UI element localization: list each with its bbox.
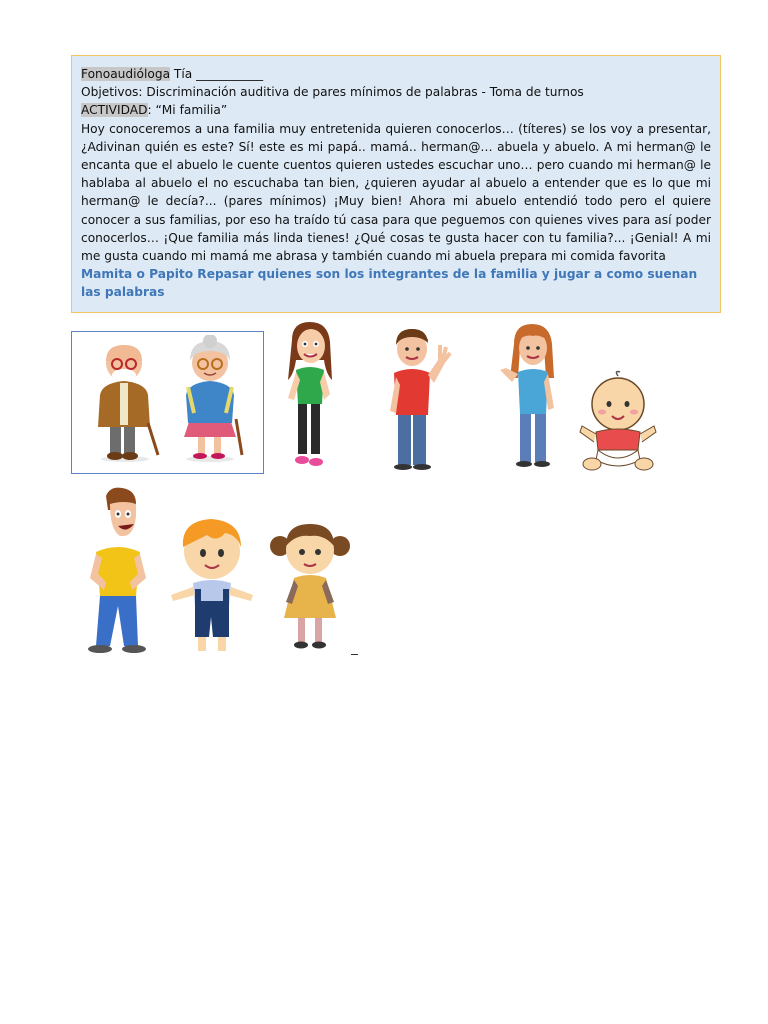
activity-label: ACTIVIDAD	[81, 103, 148, 118]
little-girl-illustration	[268, 522, 352, 652]
mother-illustration	[280, 320, 338, 470]
boy-waving-illustration	[388, 325, 452, 470]
father-illustration	[82, 486, 154, 658]
baby-illustration	[578, 370, 660, 475]
stray-mark	[351, 654, 358, 655]
title-name: Tía ___________	[170, 67, 264, 81]
header-line	[81, 65, 711, 83]
activity-line	[81, 101, 711, 119]
girl-waving-illustration	[498, 322, 560, 470]
child-illustration	[167, 517, 257, 657]
role-label: Fonoaudióloga	[81, 67, 171, 81]
parent-note: Mamita o Papito Repasar quienes son los integrantes de la familia y jugar a como suenan las palabras	[81, 267, 698, 300]
activity-body: Hoy conoceremos a una familia muy entretenida quieren conocerlos… (títeres) se los voy a presentar, ¿Adivinan quién es este? Sí! este es mi papá.. mamá.. herman@… abuela y abuelo. A mi herman@ le encanta que el abuelo le cuente cuentos quieren ustedes escuchar uno… pero cuando mi herman@ le hablaba al abuelo el no escuchaba tan bien, ¿quieren ayudar al abuelo a entender que es lo que mi herman@ le decía?... (pares mínimos) ¡Muy bien! Ahora mi abuelo entendió todo pero el quiere conocer a sus familias, por eso ha traído tú casa para que peguemos con quienes vives para así poder conocerlos… ¡Que familia más linda tienes! ¿Qué cosas te gusta hacer con tu familia?... ¡Genial! A mi me gusta cuando mi mamá me abrasa y también cuando mi abuela prepara mi comida favorita	[81, 121, 711, 264]
activity-textbox	[71, 55, 721, 313]
objectives-line: Objetivos: Discriminación auditiva de pares mínimos de palabras - Toma de turnos	[81, 85, 584, 100]
grandparents-illustration	[90, 335, 250, 465]
activity-title: : “Mi familia”	[147, 103, 228, 118]
